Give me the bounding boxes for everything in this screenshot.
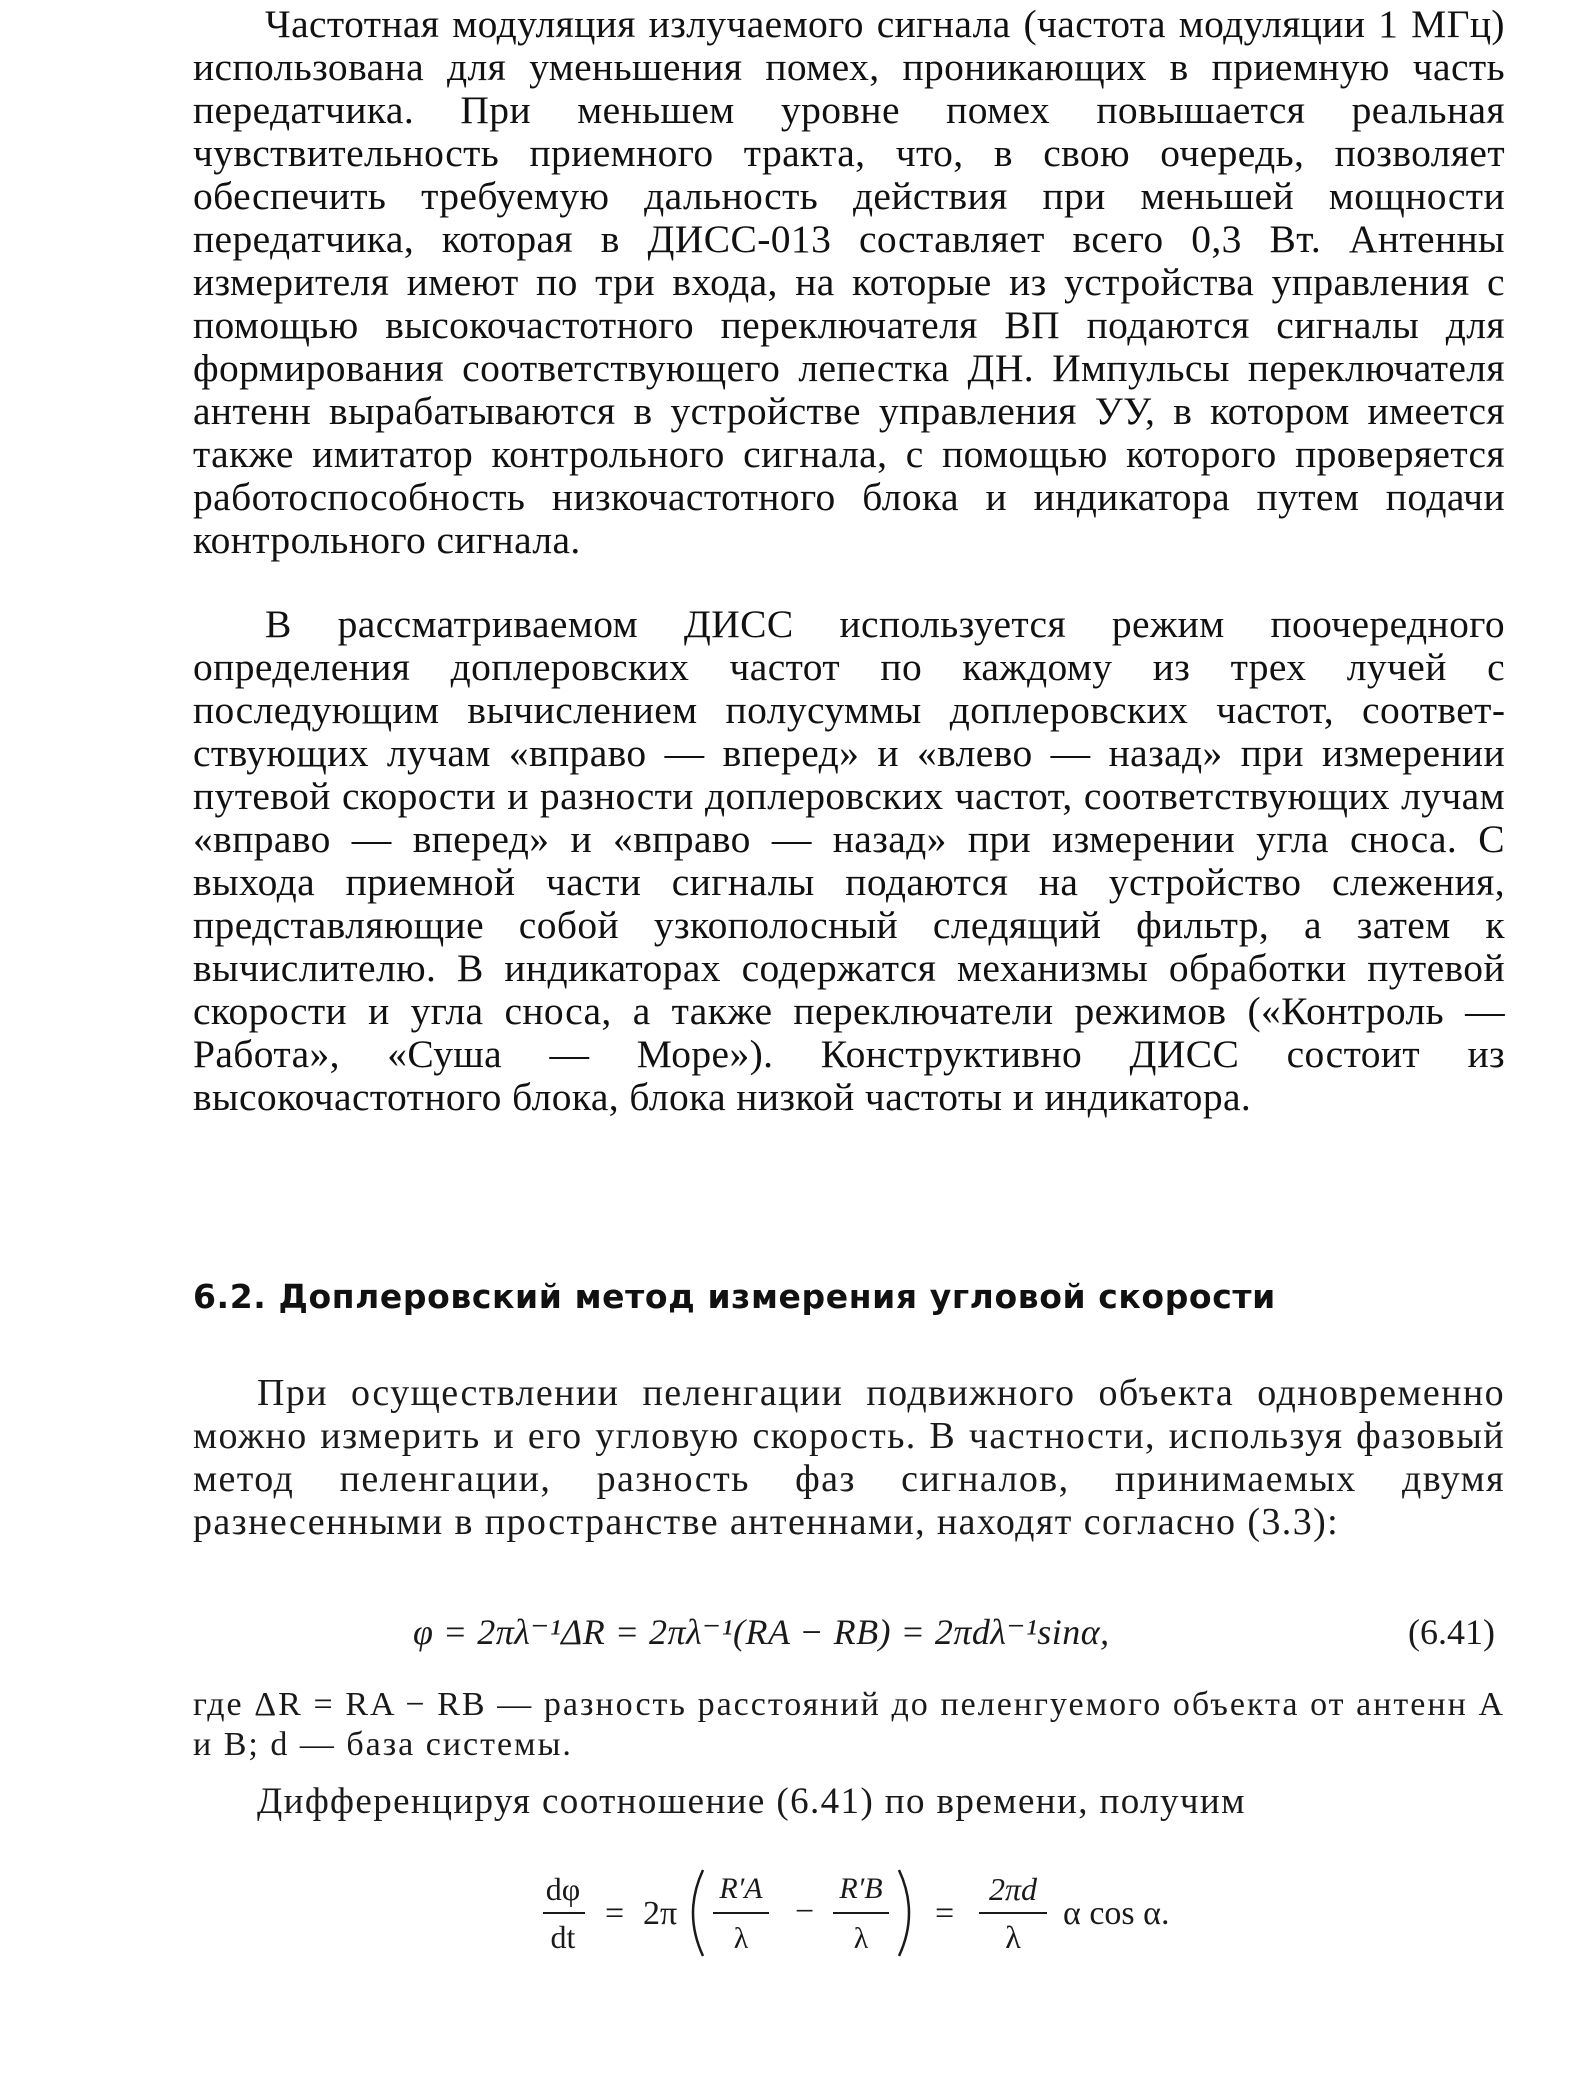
alpha-cos-alpha: α cos α. [1063,1895,1170,1932]
paragraph-definitions: где ΔR = RA − RB — разность расстояний до пеленгуемого объекта от антенн A и B; d — база системы. [193,1686,1505,1763]
minus-sign: − [795,1893,815,1930]
lambda-1: λ [733,1922,749,1955]
left-paren [693,1870,703,1956]
formula-angular-rate [543,1858,1363,1968]
paragraph-diss-description: Частотная модуляция излучаемого сигнала (частота модуляции 1 МГц) использована для уменьшения помех, проникающих в приемную часть передатчика. При меньшем уровне помех повышается реальная чувствительность приемного тракта, что, в свою очередь, позволяет обеспечить требуемую дальность действия при меньшей мощности передатчика, которая в ДИСС-013 составляет всего 0,3 Вт. Антенны измерителя имеют по три входа, на которые из устройства управления с помощью высокочастотного переключателя ВП подаются сигналы для формирования соответствующего лепестка ДН. Импульсы переключателя антенн вырабатываются в устройстве управления УУ, в котором имеется также имитатор контрольного сигнала, с помощью которого проверяется работоспособность низкочастотного блока и индикатора путем подачи контрольного сигнала. [193,2,1505,562]
equation-angular-rate [193,1858,1505,1968]
formula-phase-difference: φ = 2πλ⁻¹ΔR = 2πλ⁻¹(RA − RB) = 2πdλ⁻¹sinα, [413,1612,1110,1652]
rhs-numerator: 2πd [988,1871,1038,1907]
equation-number: (6.41) [1408,1612,1495,1652]
ra-prime: R′A [719,1872,763,1905]
paragraph-doppler-mode: В рассматриваемом ДИСС используется режим поочередного определения доплеровских частот по каждому из трех лучей с последующим вычислением полусуммы доплеровских частот, соответствующих лучам «вправо — вперед» и «влево — назад» при измерении путевой скорости и разности доплеровских частот, соответствующих лучам «вправо — вперед» и «вправо — назад» при измерении угла сноса. С выхода приемной части сигналы подаются на устройство слежения, представляющие собой узкополосный следящий фильтр, а затем к вычислителю. В индикаторах содержатся механизмы обработки путевой скорости и угла сноса, а также переключатели режимов («Контроль — Работа», «Суша — Море»). Конструктивно ДИСС состоит из высокочастотного блока, блока низкой частоты и индикатора. [193,602,1505,1119]
lhs-numerator: dφ [545,1871,581,1907]
equals-sign-1: = [605,1895,625,1932]
rb-prime: R′B [839,1872,883,1905]
paragraph-angular-velocity-intro: При осуществлении пеленгации подвижного объекта одновременно можно измерить и его угловую скорость. В частности, используя фазовый метод пеленгации, разность фаз сигналов, принимаемых двумя разнесенными в пространстве антеннами, находят согласно (3.3): [193,1372,1505,1543]
paragraph-differentiation: Дифференцируя соотношение (6.41) по времени, получим [257,1781,1246,1822]
equals-sign-2: = [935,1895,955,1932]
lhs-denominator: dt [550,1919,576,1955]
section-heading: 6.2. Доплеровский метод измерения угловой скорости [193,1277,1276,1316]
lambda-2: λ [853,1922,869,1955]
right-paren [899,1870,909,1956]
equation-6-41 [193,1608,1505,1656]
rhs-denominator: λ [1005,1919,1021,1955]
two-pi: 2π [643,1895,678,1932]
